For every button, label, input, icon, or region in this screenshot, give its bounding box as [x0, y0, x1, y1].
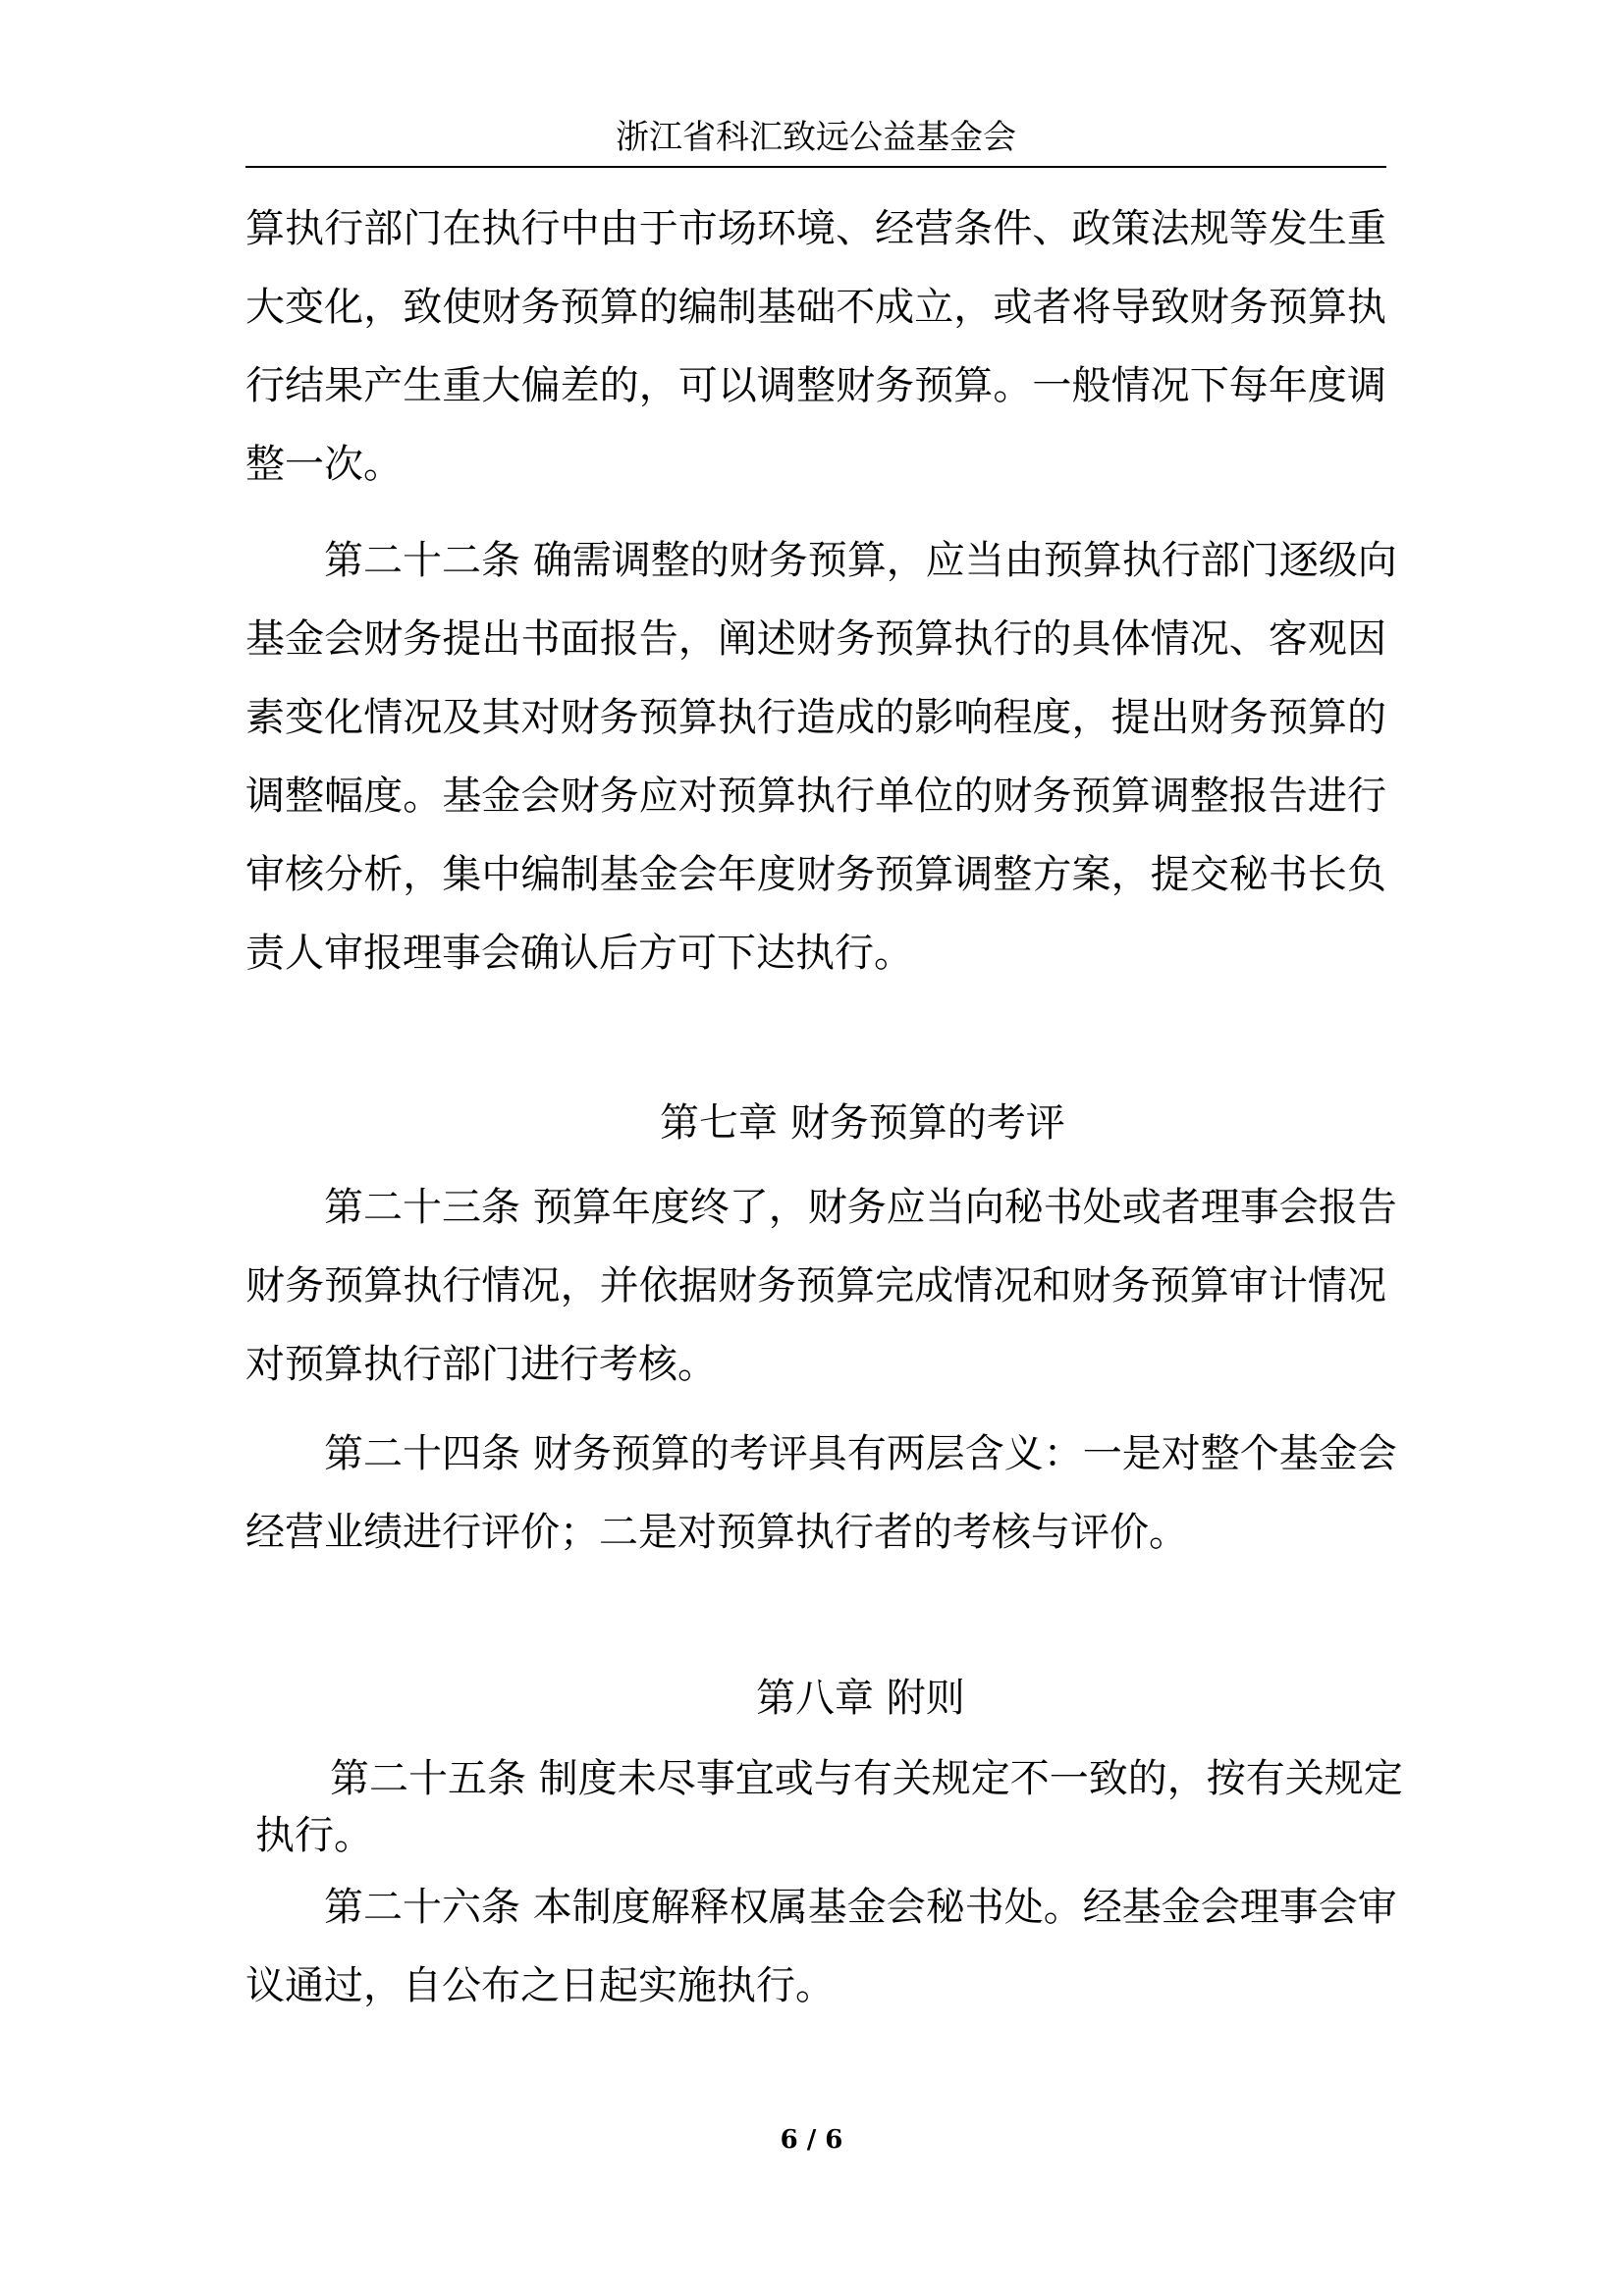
article-22-line: 调整幅度。基金会财务应对预算执行单位的财务预算调整报告进行 — [245, 774, 1386, 819]
article-22-line: 第二十二条 确需调整的财务预算，应当由预算执行部门逐级向 — [324, 538, 1397, 583]
article-24-line: 经营业绩进行评价；二是对预算执行者的考核与评价。 — [245, 1510, 1188, 1555]
paragraph-line: 大变化，致使财务预算的编制基础不成立，或者将导致财务预算执 — [245, 285, 1386, 330]
document-header-title: 浙江省科汇致远公益基金会 — [616, 118, 1016, 157]
page-number: 6 / 6 — [780, 2125, 843, 2155]
header-divider — [245, 166, 1386, 168]
paragraph-line: 行结果产生重大偏差的，可以调整财务预算。一般情况下每年度调 — [245, 363, 1386, 408]
article-23-line: 对预算执行部门进行考核。 — [245, 1342, 717, 1387]
article-22-line: 责人审报理事会确认后方可下达执行。 — [245, 931, 913, 976]
article-25-line: 执行。 — [255, 1813, 373, 1858]
chapter-7-heading: 第七章 财务预算的考评 — [660, 1100, 1065, 1146]
article-24-line: 第二十四条 财务预算的考评具有两层含义：一是对整个基金会 — [324, 1431, 1397, 1476]
chapter-8-heading: 第八章 附则 — [756, 1676, 965, 1721]
article-26-line: 议通过，自公布之日起实施执行。 — [245, 1963, 835, 2008]
paragraph-line: 整一次。 — [245, 442, 403, 487]
article-25-line: 第二十五条 制度未尽事宜或与有关规定不一致的，按有关规定 — [330, 1756, 1403, 1801]
article-26-line: 第二十六条 本制度解释权属基金会秘书处。经基金会理事会审 — [324, 1885, 1397, 1930]
article-23-line: 财务预算执行情况，并依据财务预算完成情况和财务预算审计情况 — [245, 1263, 1386, 1308]
article-22-line: 素变化情况及其对财务预算执行造成的影响程度，提出财务预算的 — [245, 695, 1386, 740]
article-22-line: 审核分析，集中编制基金会年度财务预算调整方案，提交秘书长负 — [245, 852, 1386, 897]
article-23-line: 第二十三条 预算年度终了，财务应当向秘书处或者理事会报告 — [324, 1185, 1397, 1230]
article-22-line: 基金会财务提出书面报告，阐述财务预算执行的具体情况、客观因 — [245, 616, 1386, 662]
paragraph-line: 算执行部门在执行中由于市场环境、经营条件、政策法规等发生重 — [245, 206, 1386, 251]
